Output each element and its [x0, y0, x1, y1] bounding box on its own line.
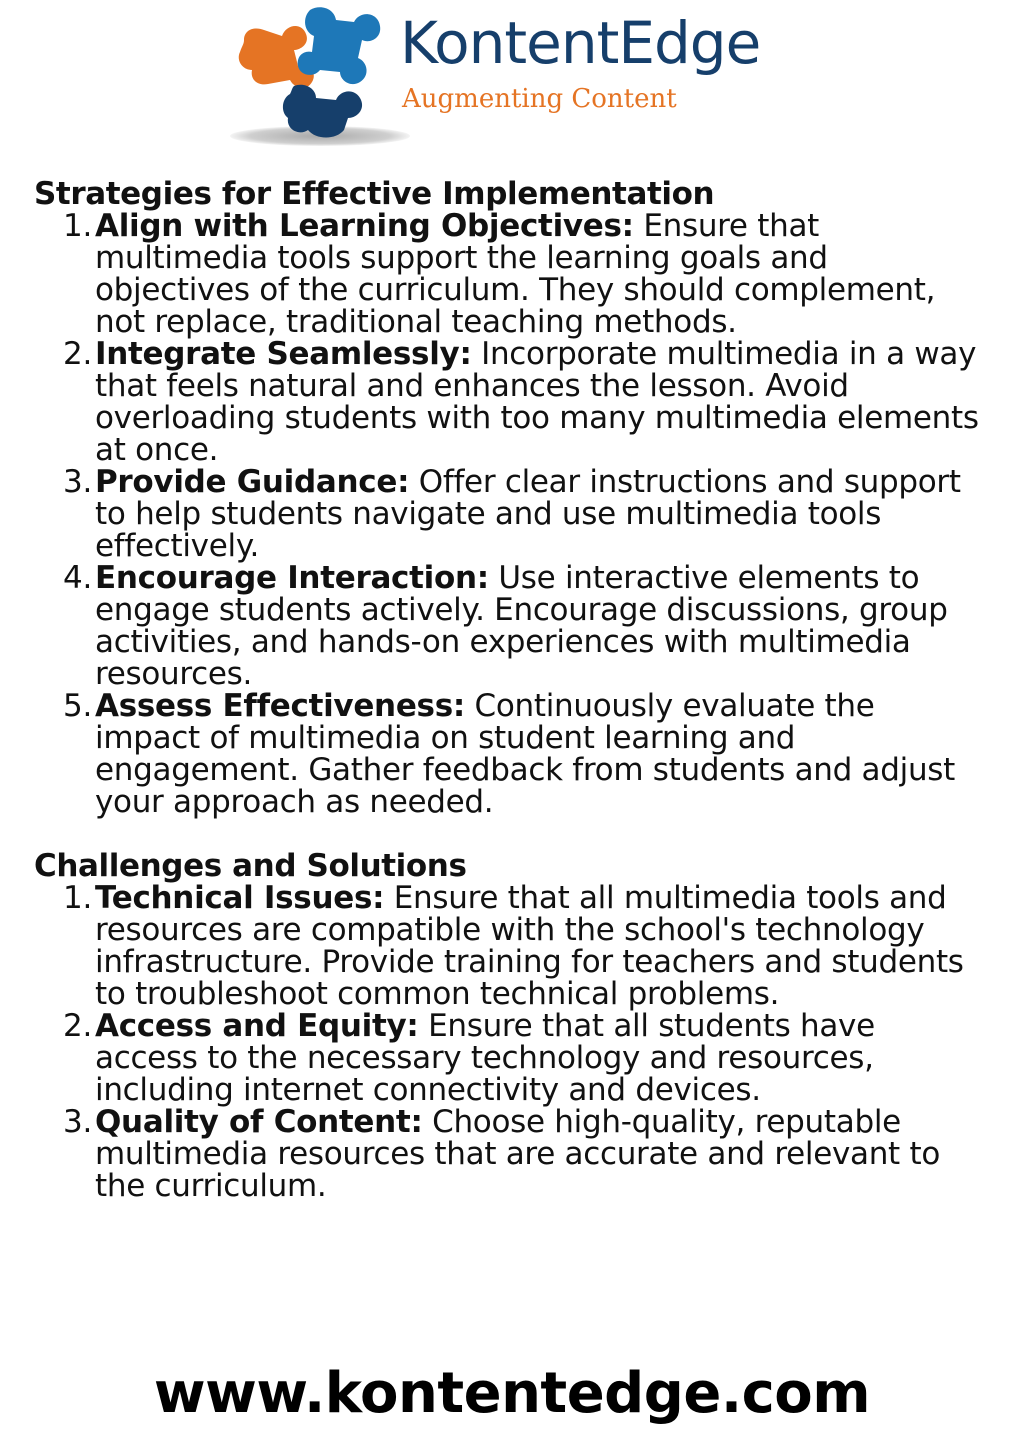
list-item-text: Continuously evaluate the impact of multimedia on student learning and engagement. Gather feedback from students and adjust your approach as needed. — [95, 688, 955, 820]
list-item-label: Quality of Content: — [95, 1104, 423, 1140]
list-item-number: 1. — [63, 880, 92, 916]
brand-tagline: Augmenting Content — [402, 84, 677, 114]
list-item — [34, 690, 984, 818]
list-item-number: 4. — [63, 560, 92, 596]
list-item-label: Access and Equity: — [95, 1008, 419, 1044]
brand-logo — [224, 0, 824, 150]
list-item — [34, 1010, 984, 1106]
list-item-label: Align with Learning Objectives: — [95, 208, 634, 244]
puzzle-logo-icon — [224, 0, 404, 140]
list-item-label: Assess Effectiveness: — [95, 688, 465, 724]
brand-name: KontentEdge — [400, 9, 761, 77]
list-item-number: 2. — [63, 336, 92, 372]
website-link[interactable]: www.kontentedge.com — [153, 1361, 871, 1426]
challenges-list — [34, 882, 984, 1202]
strategies-list — [34, 210, 984, 818]
list-item-number: 2. — [63, 1008, 92, 1044]
section-title-strategies: Strategies for Effective Implementation — [34, 176, 715, 212]
list-item — [34, 466, 984, 562]
list-item-label: Encourage Interaction: — [95, 560, 489, 596]
list-item-number: 3. — [63, 1104, 92, 1140]
list-item-label: Provide Guidance: — [95, 464, 410, 500]
list-item-label: Technical Issues: — [95, 880, 385, 916]
list-item — [34, 562, 984, 690]
list-item-text: Ensure that all students have access to the necessary technology and resources, including internet connectivity and devices. — [95, 1008, 875, 1108]
list-item — [34, 882, 984, 1010]
list-item-text: Ensure that multimedia tools support the learning goals and objectives of the curriculum. They should complement, not replace, traditional teaching methods. — [95, 208, 936, 340]
list-item-text: Incorporate multimedia in a way that feels natural and enhances the lesson. Avoid overloading students with too many multimedia elements at once. — [95, 336, 979, 468]
blue-piece — [298, 7, 381, 84]
list-item — [34, 338, 984, 466]
list-item-text: Ensure that all multimedia tools and resources are compatible with the school's technology infrastructure. Provide training for teachers and students to troubleshoot common technical problems. — [95, 880, 964, 1012]
navy-piece — [283, 85, 362, 138]
section-title-challenges: Challenges and Solutions — [34, 848, 467, 884]
list-item-text: Offer clear instructions and support to help students navigate and use multimedia tools effectively. — [95, 464, 961, 564]
list-item-text: Use interactive elements to engage students actively. Encourage discussions, group activities, and hands-on experiences with multimedia resources. — [95, 560, 948, 692]
list-item-text: Choose high-quality, reputable multimedia resources that are accurate and relevant to the curriculum. — [95, 1104, 940, 1204]
list-item-label: Integrate Seamlessly: — [95, 336, 472, 372]
section-spacer — [34, 818, 984, 850]
main-content — [34, 178, 984, 1202]
list-item-number: 3. — [63, 464, 92, 500]
list-item-number: 1. — [63, 208, 92, 244]
list-item-number: 5. — [63, 688, 92, 724]
list-item — [34, 1106, 984, 1202]
list-item — [34, 210, 984, 338]
